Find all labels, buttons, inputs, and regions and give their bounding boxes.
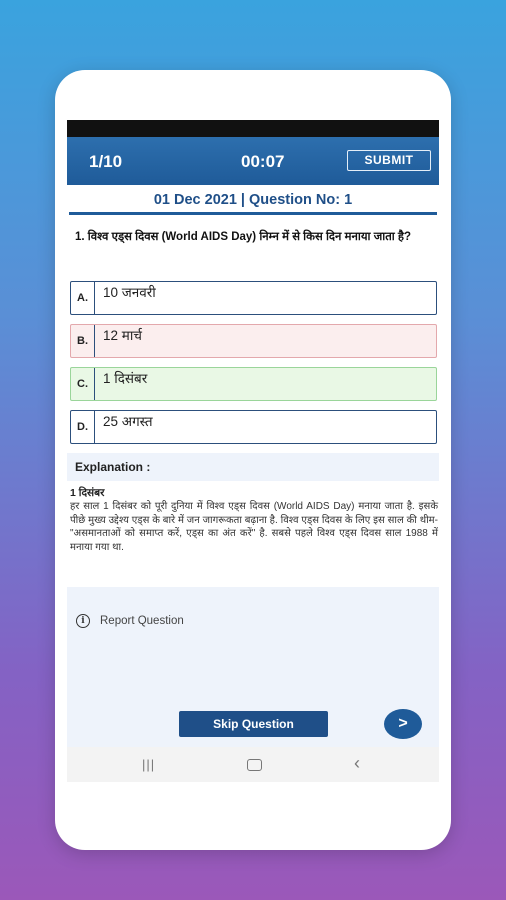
explanation-body: हर साल 1 दिसंबर को पूरी दुनिया में विश्व एड्स दिवस (World AIDS Day) मनाया जाता है. इसके पीछे मुख्य उद्देश्य एड्स के बारे में जन जागरूकता बढ़ाना है. विश्व एड्स दिवस के लिए इस साल की थीम- "असमानताओं को समाप्त करें, एड्स का अंत करें" है. सबसे पहले विश्व एड्स दिवस साल 1988 में मनाया गया था. — [70, 501, 438, 553]
explanation-heading: Explanation : — [75, 460, 151, 474]
next-question-button[interactable] — [384, 709, 422, 739]
option-letter: B. — [71, 325, 95, 357]
back-icon[interactable]: ‹ — [354, 753, 360, 773]
quiz-header — [67, 137, 439, 185]
option-letter: A. — [71, 282, 95, 314]
report-question-link[interactable] — [76, 614, 184, 628]
option-letter: C. — [71, 368, 95, 400]
quiz-timer: 00:07 — [241, 152, 285, 171]
home-icon[interactable] — [247, 759, 262, 771]
recent-apps-icon[interactable]: ||| — [142, 757, 156, 772]
option-text: 1 दिसंबर — [103, 371, 148, 386]
question-counter: 1/10 — [89, 152, 123, 171]
report-question-label: Report Question — [100, 615, 184, 627]
info-icon: i — [76, 614, 90, 628]
question-text: 1. विश्व एड्स दिवस (World AIDS Day) निम्न में से किस दिन मनाया जाता है? — [75, 231, 412, 243]
option-text: 12 मार्च — [103, 328, 142, 343]
submit-button[interactable]: SUBMIT — [347, 150, 431, 171]
chevron-right-icon: > — [398, 715, 408, 732]
report-area — [67, 587, 439, 747]
system-nav-bar — [67, 747, 439, 782]
option-text: 10 जनवरी — [103, 285, 156, 300]
explanation-answer: 1 दिसंबर — [70, 487, 105, 499]
option-b[interactable] — [70, 324, 437, 358]
date-question-title: 01 Dec 2021 | Question No: 1 — [69, 185, 437, 215]
option-a[interactable] — [70, 281, 437, 315]
option-letter: D. — [71, 411, 95, 443]
skip-question-button[interactable]: Skip Question — [179, 711, 328, 737]
app-screen — [67, 120, 439, 782]
option-c[interactable] — [70, 367, 437, 401]
option-d[interactable] — [70, 410, 437, 444]
option-text: 25 अगस्त — [103, 414, 153, 429]
status-bar — [67, 120, 439, 137]
